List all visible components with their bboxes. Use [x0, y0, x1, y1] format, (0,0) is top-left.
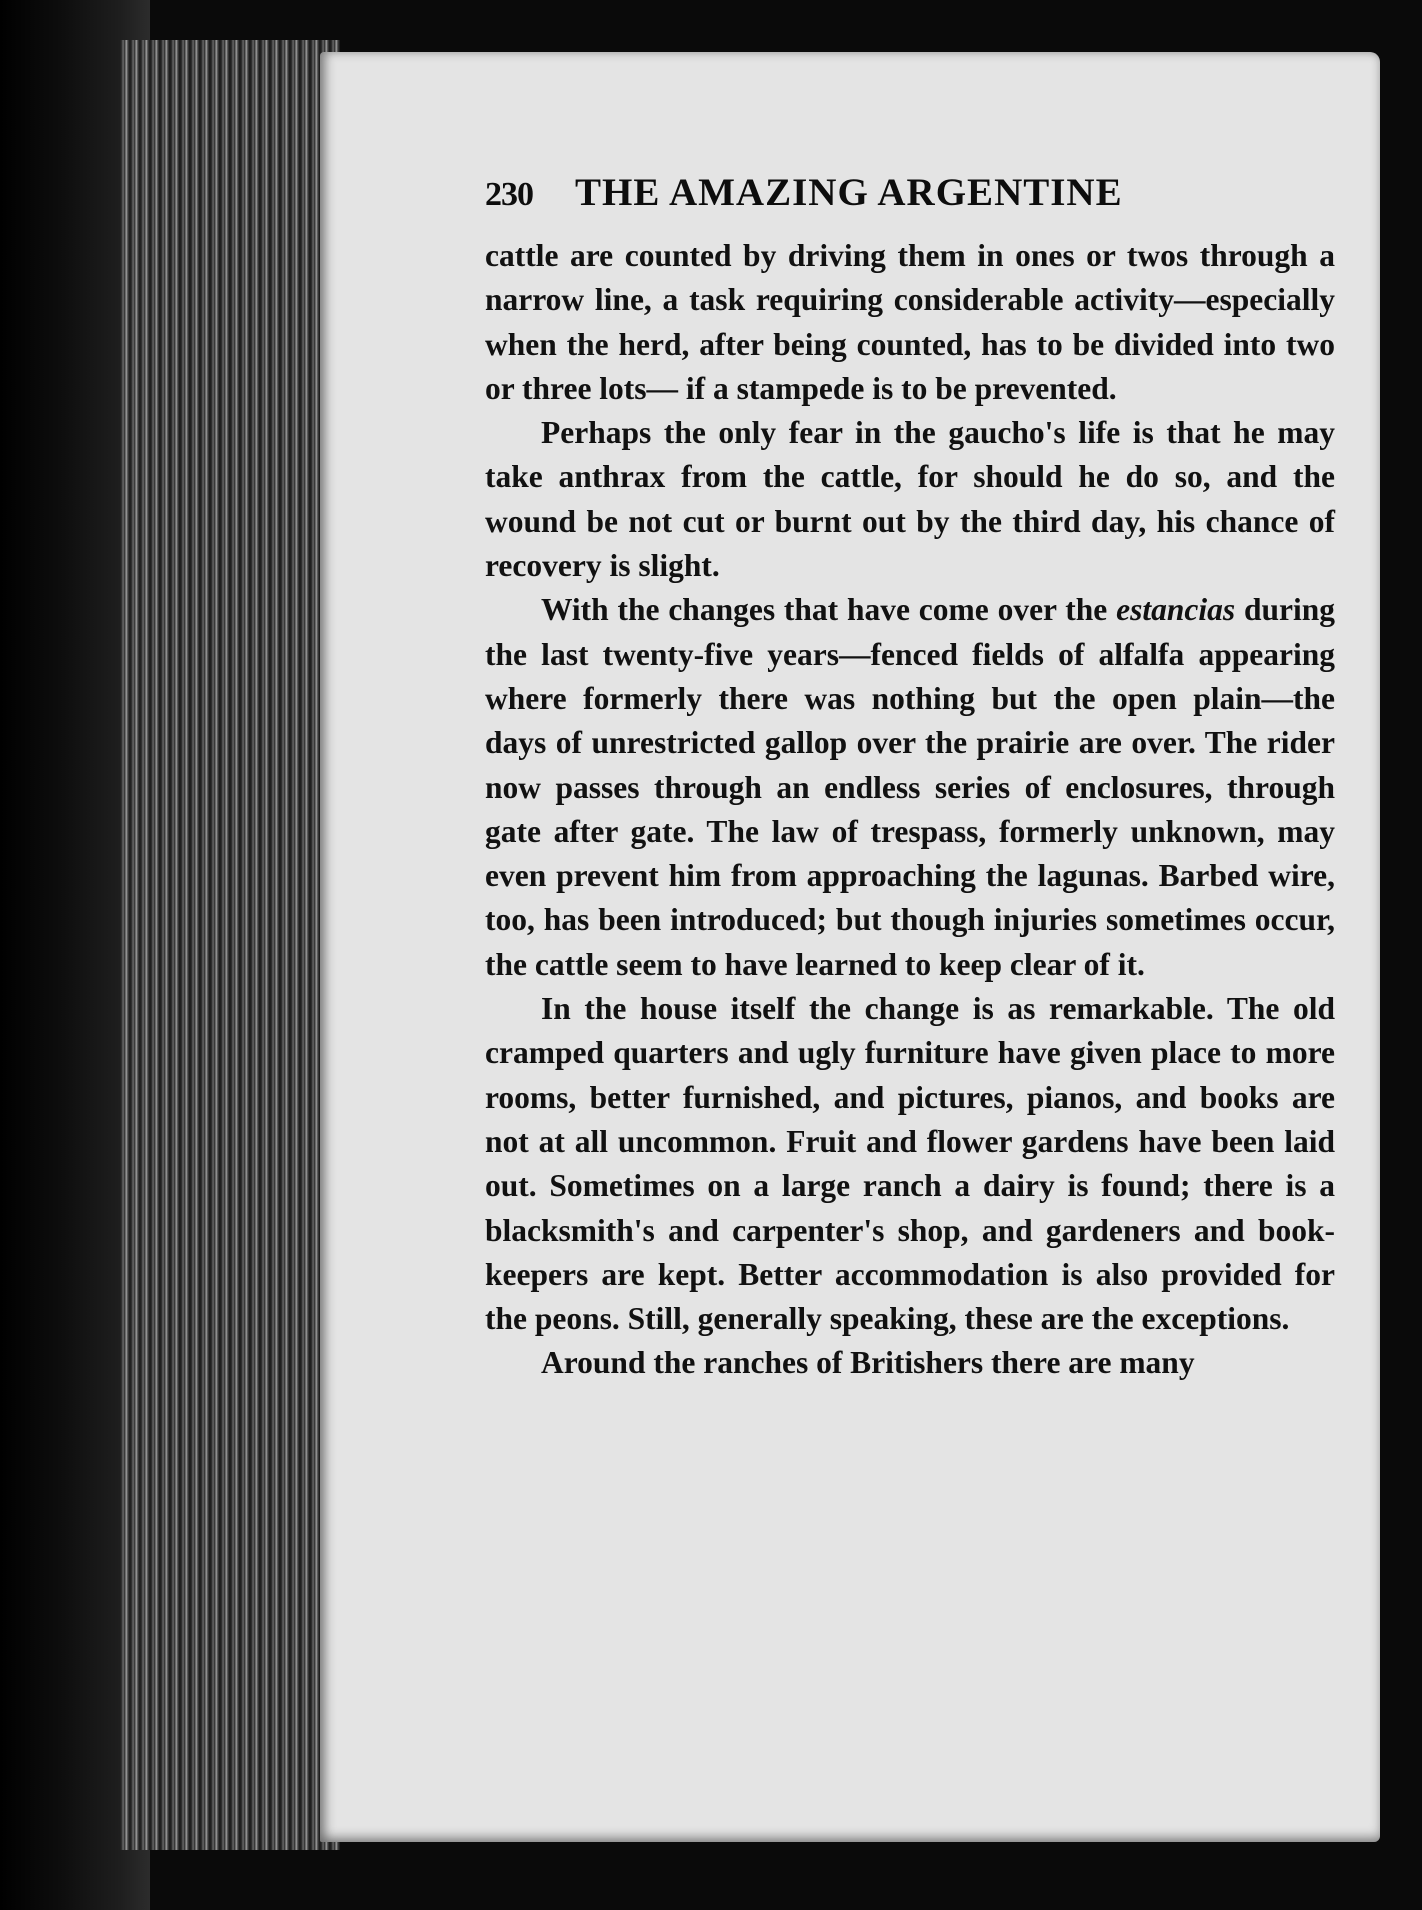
italic-term-estancias: estancias	[1116, 592, 1236, 628]
paragraph-3-start: With the changes that have come over the	[541, 592, 1117, 628]
page-content	[485, 170, 1335, 1386]
paragraph-5: Around the ranches of Britishers there are many	[541, 1345, 1195, 1381]
page-number: 230	[485, 176, 533, 213]
running-header	[485, 170, 1335, 234]
paragraph-3	[485, 588, 1335, 987]
paragraph-3-rest: during the last twenty-five years—fenced fields of alfalfa appearing where formerly there was nothing but the open plain—the days of unrestricted gallop over the prairie are over. The rider now passes through an endless series of enclosures, through gate after gate. The law of trespass, formerly unknown, may even prevent him from approaching the lagunas. Barbed wire, too, has been introduced; but though injuries sometimes occur, the cattle seem to have learned to keep clear of it.	[485, 592, 1335, 982]
running-title: THE AMAZING ARGENTINE	[575, 171, 1123, 214]
paragraph-1: cattle are counted by driving them in ones or twos through a narrow line, a task requiring considerable activity—especially when the herd, after being counted, has to be divided into two or three lots— if a stampede is to be prevented.	[485, 238, 1335, 406]
page-edges	[120, 40, 340, 1850]
paragraph-2: Perhaps the only fear in the gaucho's life is that he may take anthrax from the cattle, for should he do so, and the wound be not cut or burnt out by the third day, his chance of recovery is slight.	[485, 415, 1335, 584]
paragraph-4: In the house itself the change is as remarkable. The old cramped quarters and ugly furniture have given place to more rooms, better furnished, and pictures, pianos, and books are not at all uncommon. Fruit and flower gardens have been laid out. Sometimes on a large ranch a dairy is found; there is a blacksmith's and carpenter's shop, and gardeners and book-keepers are kept. Better accommodation is also provided for the peons. Still, generally speaking, these are the exceptions.	[485, 991, 1335, 1337]
book-page	[320, 52, 1380, 1842]
body-text	[485, 234, 1335, 1386]
